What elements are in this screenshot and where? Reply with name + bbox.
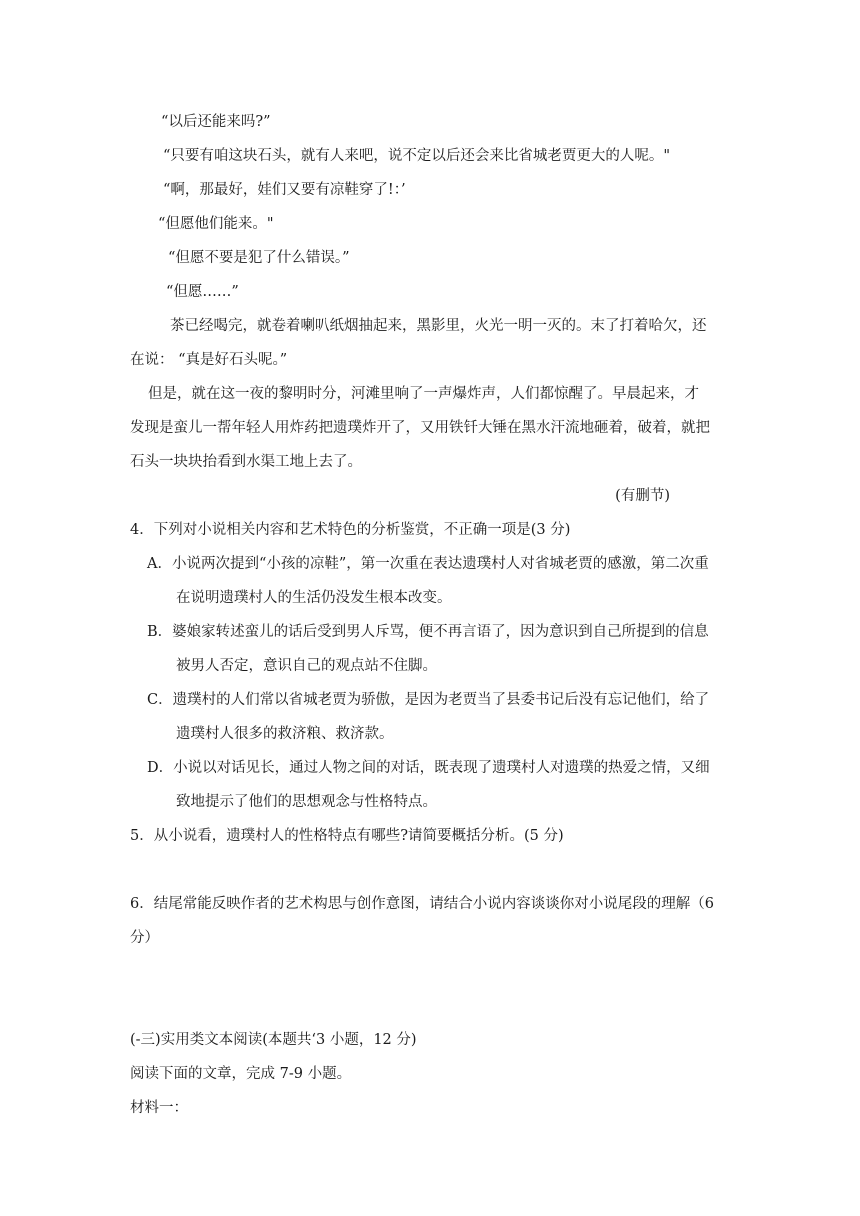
dialogue-line: “但愿不要是犯了什么错误。”: [168, 250, 350, 266]
option-a-line2: 在说明遗璞村人的生活仍没发生根本改变。: [176, 590, 452, 606]
option-d-line2: 致地提示了他们的思想观念与性格特点。: [176, 794, 437, 810]
option-c-line2: 遗璞村人很多的救济粮、救济款。: [176, 726, 394, 742]
question-4-stem: 4．下列对小说相关内容和艺术特色的分析鉴赏，不正确一项是(3 分): [130, 522, 571, 538]
option-a-line1: A．小说两次提到“小孩的凉鞋”，第一次重在表达遗璞村人对省城老贾的感激，第二次重: [147, 556, 709, 572]
dialogue-line: “只要有咱这块石头，就有人来吧，说不定以后还会来比省城老贾更大的人呢。": [163, 148, 671, 164]
narrative-line: 在说： “真是好石头呢。”: [130, 352, 288, 368]
section-instruction: 阅读下面的文章，完成 7-9 小题。: [130, 1066, 352, 1082]
option-c-line1: C．遗璞村的人们常以省城老贾为骄傲，是因为老贾当了县委书记后没有忘记他们，给了: [147, 692, 710, 708]
narrative-line: 发现是蛮儿一帮年轻人用炸药把遗璞炸开了，又用铁钎大锤在黑水汗流地砸着，破着，就把: [130, 420, 710, 436]
dialogue-line: “但愿……”: [166, 284, 239, 300]
question-6-line1: 6．结尾常能反映作者的艺术构思与创作意图，请结合小说内容谈谈你对小说尾段的理解（6: [130, 896, 714, 912]
narrative-line: 茶已经喝完，就卷着喇叭纸烟抽起来，黑影里，火光一明一灭的。末了打着哈欠，还: [170, 318, 707, 334]
section-heading: (-三)实用类文本阅读(本题共‘3 小题，12 分): [130, 1032, 417, 1048]
deletion-note: (有删节): [615, 488, 670, 504]
option-b-line1: B．婆娘家转述蛮儿的话后受到男人斥骂，便不再言语了，因为意识到自己所提到的信息: [147, 624, 709, 640]
dialogue-line: “啊，那最好，娃们又要有凉鞋穿了!：’: [163, 182, 406, 198]
question-6-line2: 分）: [130, 930, 159, 946]
dialogue-line: “但愿他们能来。": [158, 216, 274, 232]
option-b-line2: 被男人否定，意识自己的观点站不住脚。: [176, 658, 437, 674]
narrative-line: 石头一块块抬看到水渠工地上去了。: [130, 454, 362, 470]
question-5: 5．从小说看，遗璞村人的性格特点有哪些?请简要概括分析。(5 分): [130, 828, 564, 844]
material-label: 材料一：: [130, 1100, 188, 1116]
dialogue-line: “以后还能来吗?”: [161, 114, 271, 130]
option-d-line1: D．小说以对话见长，通过人物之间的对话，既表现了遗璞村人对遗璞的热爱之情，又细: [147, 760, 710, 776]
narrative-line: 但是，就在这一夜的黎明时分，河滩里响了一声爆炸声，人们都惊醒了。早晨起来，才: [148, 386, 699, 402]
